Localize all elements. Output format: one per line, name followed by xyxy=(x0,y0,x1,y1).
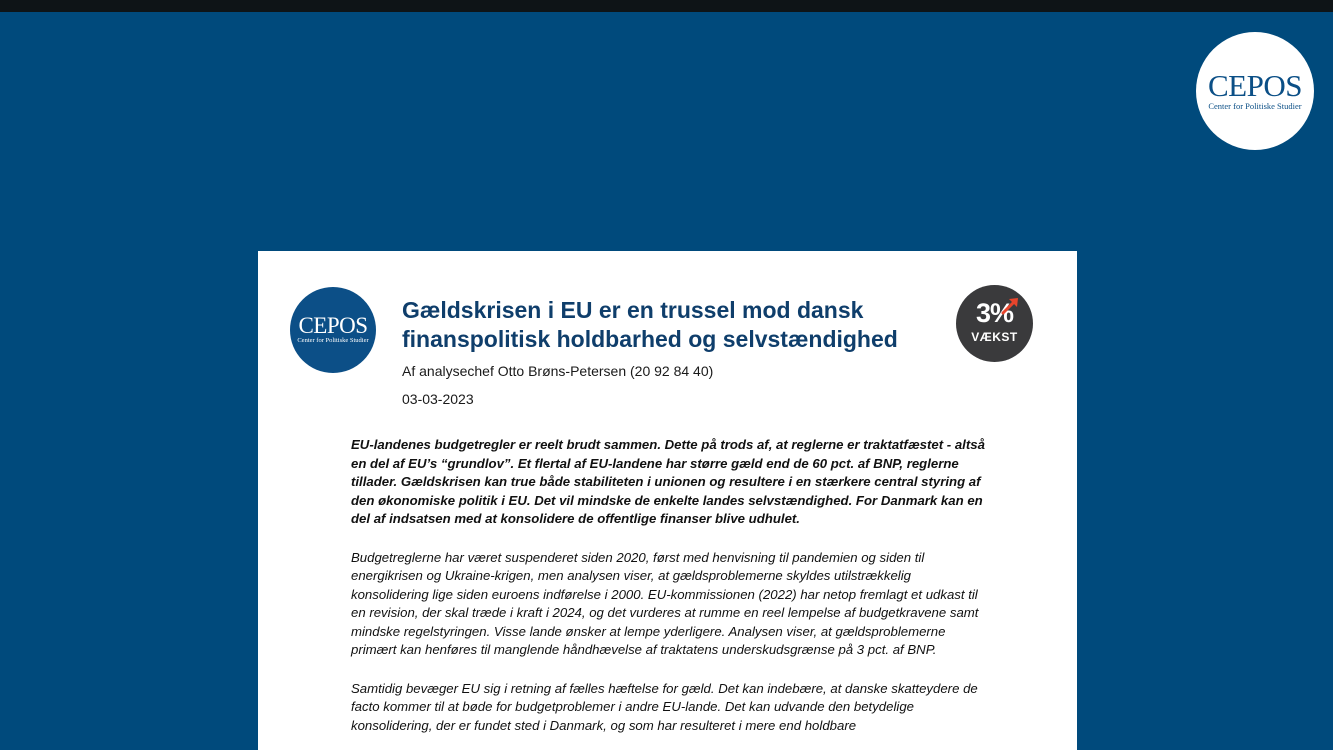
document-body xyxy=(351,436,991,750)
document-title: Gældskrisen i EU er en trussel mod dansk finanspolitisk holdbarhed og selvstændighed xyxy=(402,297,898,352)
doc-logo-name: CEPOS xyxy=(298,313,368,338)
body-paragraph: Samtidig bevæger EU sig i retning af fælles hæftelse for gæld. Det kan indebære, at danske skatteydere de facto kommer til at bøde for budgetproblemer i andre EU-lande. Det kan udvande den betydelige konsolidering, der er fundet sted i Danmark, og som har resulteret i mere end holdbare xyxy=(351,680,978,733)
corner-logo-name: CEPOS xyxy=(1208,68,1302,103)
cepos-document-logo xyxy=(290,287,376,373)
document-date: 03-03-2023 xyxy=(402,391,474,407)
cepos-corner-logo xyxy=(1196,32,1314,150)
corner-logo-subtitle: Center for Politiske Studier xyxy=(1208,101,1302,111)
doc-logo-subtitle: Center for Politiske Studier xyxy=(297,337,369,344)
growth-badge-percent: 3% xyxy=(975,298,1014,328)
growth-badge xyxy=(956,285,1033,362)
body-paragraph: Budgetreglerne har været suspenderet siden 2020, først med henvisning til pandemien og siden til energikrisen og Ukraine-krigen, men analysen viser, at gældsproblemerne skyldes utilstrækkelig konsolidering lige siden euroens indførelse i 2000. EU-kommissionen (2022) har netop fremlagt et udkast til en revision, der skal træde i kraft i 2024, og det vurderes at rumme en reel lempelse af budgetkravene samt mindske regelstyringen. Visse lande ønsker at lempe yderligere. Analysen viser, at gældsproblemerne primært kan henføres til manglende håndhævelse af traktatens underskudsgrænse på 3 pct. af BNP. xyxy=(351,549,979,657)
document-author: Af analysechef Otto Brøns-Petersen (20 92 84 40) xyxy=(402,363,714,379)
document-page xyxy=(258,251,1077,750)
top-bar xyxy=(0,0,1333,12)
growth-badge-word: VÆKST xyxy=(971,330,1018,344)
summary-paragraph: EU-landenes budgetregler er reelt brudt sammen. Dette på trods af, at reglerne er traktatfæstet - altså en del af EU’s “grundlov”. Et flertal af EU-landene har større gæld end de 60 pct. af BNP, reglerne tillader. Gældskrisen kan true både stabiliteten i unionen og resultere i en stærkere central styring af den økonomiske politik i EU. Det vil mindske de enkelte landes selvstændighed. For Danmark kan en del af indsatsen med at konsolidere de offentlige finanser blive udhulet. xyxy=(351,437,985,526)
growth-arrow-icon xyxy=(1000,295,1022,317)
